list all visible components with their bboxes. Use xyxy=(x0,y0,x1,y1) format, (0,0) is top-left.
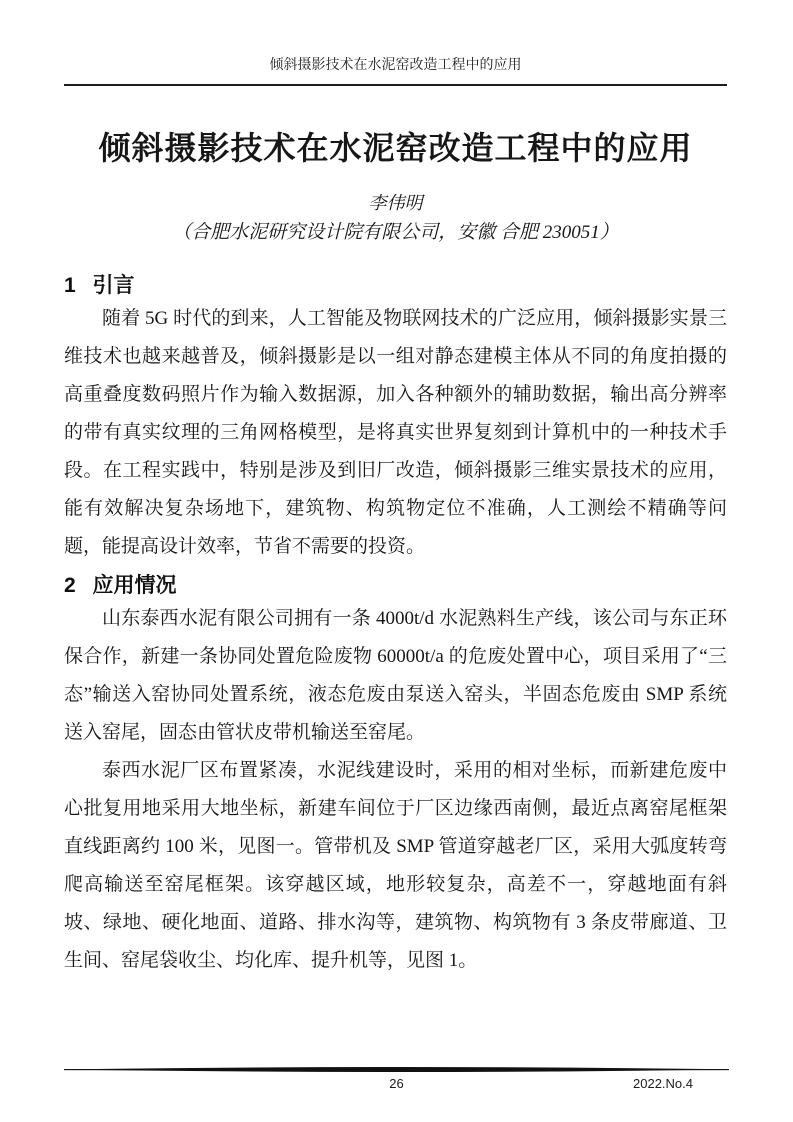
section-2-heading xyxy=(64,572,727,600)
author-affiliation: （合肥水泥研究设计院有限公司，安徽 合肥 230051） xyxy=(172,222,619,243)
section-2-title: 应用情况 xyxy=(92,574,177,597)
paper-title: 倾斜摄影技术在水泥窑改造工程中的应用 xyxy=(98,130,693,166)
section-1-title: 引言 xyxy=(92,274,135,297)
page-number: 26 xyxy=(389,1076,404,1091)
footer-rule xyxy=(64,1066,729,1073)
section-1-number: 1 xyxy=(64,274,76,297)
section-2-paragraph-2: 泰西水泥厂区布置紧凑，水泥线建设时，采用的相对坐标，而新建危废中心批复用地采用大地坐标，新建车间位于厂区边缘西南侧，最近点离窑尾框架直线距离约 100 米，见图一。管带机及 SMP 管道穿越老厂区，采用大弧度转弯爬高输送至窑尾框架。该穿越区域，地形较复杂，高差不一，穿越地面有斜坡、绿地、硬化地面、道路、排水沟等，建筑物、构筑物有 3 条皮带廊道、卫生间、窑尾袋收尘、均化库、提升机等，见图 1。 xyxy=(64,760,727,971)
page-content xyxy=(64,0,727,980)
issue-label: 2022.No.4 xyxy=(633,1076,693,1091)
author-name: 李伟明 xyxy=(368,193,423,213)
running-title: 倾斜摄影技术在水泥窑改造工程中的应用 xyxy=(269,58,522,73)
footer-row xyxy=(64,1076,729,1092)
section-1-paragraph-1: 随着 5G 时代的到来，人工智能及物联网技术的广泛应用，倾斜摄影实景三维技术也越来越普及，倾斜摄影是以一组对静态建模主体从不同的角度拍摄的高重叠度数码照片作为输入数据源，加入各种额外的辅助数据，输出高分辨率的带有真实纹理的三角网格模型，是将真实世界复刻到计算机中的一种技术手段。在工程实践中，特别是涉及到旧厂改造，倾斜摄影三维实景技术的应用，能有效解决复杂场地下，建筑物、构筑物定位不准确，人工测绘不精确等问题，能提高设计效率，节省不需要的投资。 xyxy=(64,308,727,557)
section-2-paragraph-1: 山东泰西水泥有限公司拥有一条 4000t/d 水泥熟料生产线，该公司与东正环保合作，新建一条协同处置危险废物 60000t/a 的危废处置中心，项目采用了“三态”输送入窑协同处置系统，液态危废由泵送入窑头，半固态危废由 SMP 系统送入窑尾，固态由管状皮带机输送至窑尾。 xyxy=(64,608,727,743)
page-footer xyxy=(64,1066,729,1092)
section-1-heading xyxy=(64,272,727,300)
running-header xyxy=(64,0,727,86)
section-2-number: 2 xyxy=(64,574,76,597)
